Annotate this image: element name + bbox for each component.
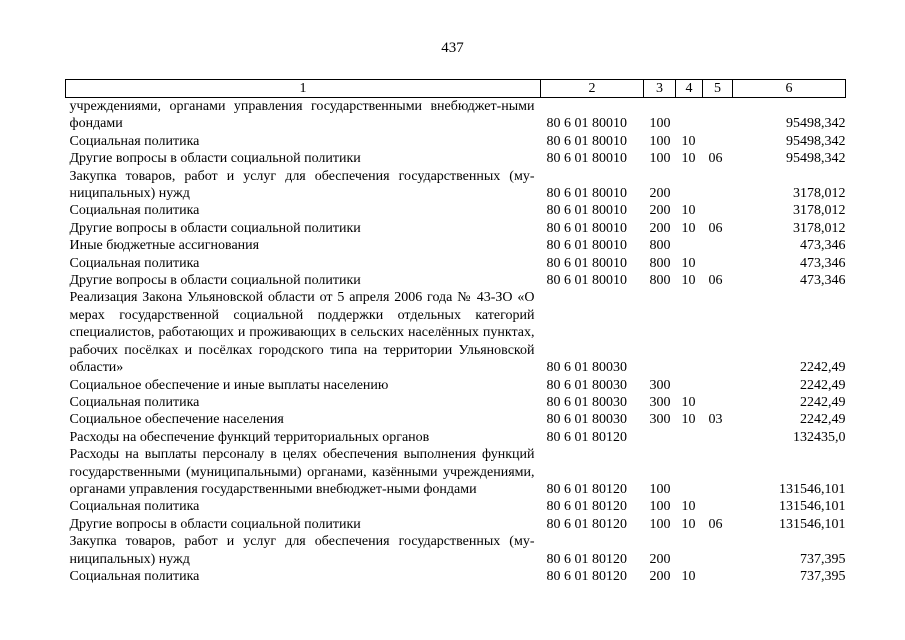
table-row [66, 446, 846, 498]
row-amount: 2242,49 [800, 412, 846, 428]
row-code: 80 6 01 80120 [546, 429, 627, 445]
table-row [66, 411, 846, 428]
row-subsection [703, 98, 733, 133]
table-body [66, 98, 846, 586]
row-amount: 95498,342 [786, 116, 846, 132]
row-section: 10 [681, 220, 696, 236]
row-amount: 3178,012 [793, 220, 846, 236]
table-row [66, 133, 846, 150]
row-name: учреждениями, органами управления государственными внебюджет-ными фондами [69, 99, 535, 132]
table-row [66, 429, 846, 446]
table-row [66, 498, 846, 515]
row-subsection [703, 255, 733, 272]
row-expense-type: 300 [649, 377, 671, 393]
row-subsection [703, 394, 733, 411]
column-header-5: 5 [703, 80, 733, 98]
row-subsection [703, 533, 733, 568]
row-expense-type [644, 429, 676, 446]
row-section: 10 [681, 151, 696, 167]
row-section: 10 [681, 412, 696, 428]
row-name: Социальная политика [69, 203, 200, 219]
table-row [66, 289, 846, 376]
page-number: 437 [441, 40, 464, 56]
row-expense-type: 200 [649, 186, 671, 202]
row-expense-type: 100 [649, 499, 671, 515]
row-amount: 131546,101 [779, 499, 846, 515]
row-subsection: 06 [708, 516, 723, 532]
row-amount: 737,395 [800, 551, 846, 567]
row-subsection [703, 377, 733, 394]
row-amount: 3178,012 [793, 186, 846, 202]
row-subsection [703, 168, 733, 203]
row-code: 80 6 01 80010 [546, 151, 627, 167]
table-row [66, 202, 846, 219]
row-section: 10 [681, 499, 696, 515]
row-expense-type [644, 289, 676, 376]
row-section: 10 [681, 568, 696, 584]
row-expense-type: 300 [649, 394, 671, 410]
row-expense-type: 100 [649, 133, 671, 149]
row-section: 10 [681, 516, 696, 532]
row-code: 80 6 01 80030 [546, 360, 627, 376]
row-name: Социальная политика [69, 499, 200, 515]
row-expense-type: 200 [649, 568, 671, 584]
row-code: 80 6 01 80010 [546, 186, 627, 202]
row-name: Иные бюджетные ассигнования [69, 238, 260, 254]
row-expense-type: 100 [649, 516, 671, 532]
column-header-2: 2 [541, 80, 644, 98]
row-name: Социальная политика [69, 133, 200, 149]
row-subsection: 06 [708, 273, 723, 289]
row-section [676, 237, 703, 254]
table-row [66, 150, 846, 167]
row-section: 10 [681, 203, 696, 219]
row-amount: 3178,012 [793, 203, 846, 219]
row-expense-type: 200 [649, 551, 671, 567]
row-code: 80 6 01 80120 [546, 516, 627, 532]
row-section: 10 [681, 273, 696, 289]
row-section [676, 377, 703, 394]
row-amount: 473,346 [800, 238, 846, 254]
row-code: 80 6 01 80030 [546, 394, 627, 410]
row-subsection [703, 237, 733, 254]
row-expense-type: 100 [649, 151, 671, 167]
row-name: Другие вопросы в области социальной политики [69, 516, 361, 532]
row-subsection: 03 [708, 412, 723, 428]
row-section [676, 289, 703, 376]
row-amount: 473,346 [800, 255, 846, 271]
row-subsection [703, 446, 733, 498]
row-code: 80 6 01 80010 [546, 116, 627, 132]
row-name: Социальная политика [69, 394, 200, 410]
row-name: Реализация Закона Ульяновской области от 5 апреля 2006 года № 43-ЗО «О мерах государственной социальной поддержки отдельных категорий специалистов, работающих и проживающих в сельских населённых пунктах, рабочих посёлках и посёлках городского типа на территории Ульяновской области» [69, 290, 535, 376]
row-expense-type: 800 [649, 238, 671, 254]
row-subsection [703, 133, 733, 150]
row-code: 80 6 01 80120 [546, 481, 627, 497]
row-amount: 95498,342 [786, 133, 846, 149]
table-row [66, 568, 846, 585]
row-subsection: 06 [708, 151, 723, 167]
row-amount: 2242,49 [800, 377, 846, 393]
row-name: Другие вопросы в области социальной политики [69, 273, 361, 289]
table-row [66, 394, 846, 411]
row-section: 10 [681, 133, 696, 149]
table-row [66, 516, 846, 533]
row-name: Социальная политика [69, 255, 200, 271]
row-name: Другие вопросы в области социальной политики [69, 151, 361, 167]
budget-table [65, 79, 846, 585]
row-section [676, 98, 703, 133]
row-name: Другие вопросы в области социальной политики [69, 220, 361, 236]
row-section: 10 [681, 394, 696, 410]
row-expense-type: 200 [649, 220, 671, 236]
row-subsection [703, 568, 733, 585]
row-subsection: 06 [708, 220, 723, 236]
row-expense-type: 200 [649, 203, 671, 219]
row-name: Социальное обеспечение и иные выплаты населению [69, 377, 389, 393]
row-code: 80 6 01 80030 [546, 377, 627, 393]
row-section [676, 533, 703, 568]
row-name: Закупка товаров, работ и услуг для обеспечения государственных (му-ниципальных) нужд [69, 168, 535, 202]
column-header-1: 1 [66, 80, 541, 98]
header-row [66, 80, 846, 98]
row-subsection [703, 429, 733, 446]
row-code: 80 6 01 80120 [546, 499, 627, 515]
table-row [66, 220, 846, 237]
column-header-3: 3 [644, 80, 676, 98]
row-code: 80 6 01 80010 [546, 133, 627, 149]
row-name: Социальное обеспечение населения [69, 412, 284, 428]
table-row [66, 272, 846, 289]
row-code: 80 6 01 80010 [546, 273, 627, 289]
row-section [676, 168, 703, 203]
row-amount: 2242,49 [800, 394, 846, 410]
row-amount: 473,346 [800, 273, 846, 289]
column-header-6: 6 [733, 80, 846, 98]
row-subsection [703, 498, 733, 515]
table-row [66, 255, 846, 272]
row-name: Расходы на обеспечение функций территориальных органов [69, 429, 430, 445]
row-expense-type: 800 [649, 255, 671, 271]
row-subsection [703, 289, 733, 376]
row-code: 80 6 01 80120 [546, 551, 627, 567]
row-name: Социальная политика [69, 568, 200, 584]
table-row [66, 237, 846, 254]
row-amount: 132435,0 [793, 429, 846, 445]
row-section: 10 [681, 255, 696, 271]
row-code: 80 6 01 80010 [546, 255, 627, 271]
row-amount: 95498,342 [786, 151, 846, 167]
row-amount: 131546,101 [779, 516, 846, 532]
row-amount: 2242,49 [800, 360, 846, 376]
row-expense-type: 100 [649, 116, 671, 132]
table-row [66, 98, 846, 133]
row-code: 80 6 01 80010 [546, 203, 627, 219]
row-code: 80 6 01 80120 [546, 568, 627, 584]
row-expense-type: 800 [649, 273, 671, 289]
row-section [676, 429, 703, 446]
column-header-4: 4 [676, 80, 703, 98]
table-row [66, 168, 846, 203]
table-row [66, 533, 846, 568]
row-amount: 131546,101 [779, 481, 846, 497]
row-code: 80 6 01 80030 [546, 412, 627, 428]
row-section [676, 446, 703, 498]
row-amount: 737,395 [800, 568, 846, 584]
row-name: Расходы на выплаты персоналу в целях обеспечения выполнения функций государственными (муниципальными) органами, казёнными учреждениями, органами управления государственными внебюджет-ными фондами [69, 447, 535, 497]
row-code: 80 6 01 80010 [546, 238, 627, 254]
row-name: Закупка товаров, работ и услуг для обеспечения государственных (му-ниципальных) нужд [69, 534, 535, 567]
row-expense-type: 100 [649, 481, 671, 497]
table-row [66, 377, 846, 394]
row-expense-type: 300 [649, 412, 671, 428]
row-code: 80 6 01 80010 [546, 220, 627, 236]
row-subsection [703, 202, 733, 219]
